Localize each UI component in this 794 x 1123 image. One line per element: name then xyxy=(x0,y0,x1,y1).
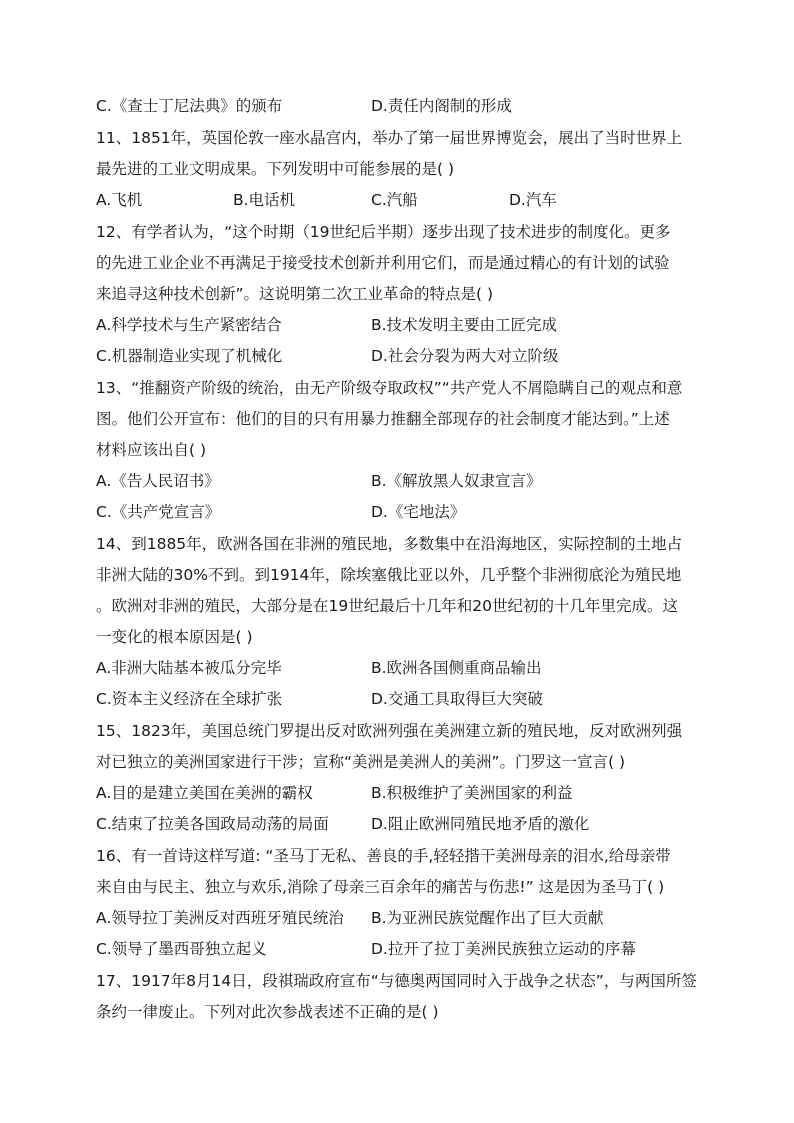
q16-option-a: A.领导拉丁美洲反对西班牙殖民统治 xyxy=(96,909,344,927)
q15-option-b: B.积极维护了美洲国家的利益 xyxy=(371,784,573,802)
q14-option-d: D.交通工具取得巨大突破 xyxy=(371,690,543,708)
q16-stem-line-1: 16、有一首诗这样写道: “圣马丁无私、善良的手,轻轻揩干美洲母亲的泪水,给母亲带 xyxy=(96,847,671,865)
q17-stem-line-2: 条约一律废止。下列对此次参战表述不正确的是( ) xyxy=(96,1003,439,1021)
q16-stem-line-2: 来自由与民主、独立与欢乐,消除了母亲三百余年的痛苦与伤悲!” 这是因为圣马丁( ) xyxy=(96,878,665,896)
q13-option-d: D.《宅地法》 xyxy=(371,503,466,521)
q13-option-a: A.《告人民诏书》 xyxy=(96,472,220,490)
q13-stem-line-2: 图。他们公开宣布：他们的目的只有用暴力推翻全部现存的社会制度才能达到。”上述 xyxy=(96,410,670,428)
q13-stem-line-3: 材料应该出自( ) xyxy=(96,441,207,459)
q14-stem-line-4: 一变化的根本原因是( ) xyxy=(96,628,253,646)
q14-option-b: B.欧洲各国侧重商品输出 xyxy=(371,659,542,677)
q11-option-b: B.电话机 xyxy=(233,191,296,209)
q16-option-d: D.拉开了拉丁美洲民族独立运动的序幕 xyxy=(371,940,636,958)
q11-stem-line-1: 11、1851年，英国伦敦一座水晶宫内，举办了第一届世界博览会，展出了当时世界上 xyxy=(96,129,683,147)
q14-stem-line-2: 非洲大陆的30%不到。到1914年，除埃塞俄比亚以外，几乎整个非洲彻底沦为殖民地 xyxy=(96,566,682,584)
q12-option-c: C.机器制造业实现了机械化 xyxy=(96,347,283,365)
q11-option-a: A.飞机 xyxy=(96,191,143,209)
q14-option-a: A.非洲大陆基本被瓜分完毕 xyxy=(96,659,282,677)
q11-option-d: D.汽车 xyxy=(509,191,557,209)
q15-option-d: D.阻止欧洲同殖民地矛盾的激化 xyxy=(371,815,590,833)
q10-option-d: D.责任内阁制的形成 xyxy=(371,97,512,115)
q14-option-c: C.资本主义经济在全球扩张 xyxy=(96,690,283,708)
q15-option-a: A.目的是建立美国在美洲的霸权 xyxy=(96,784,313,802)
q12-stem-line-1: 12、有学者认为，“这个时期（19世纪后半期）逐步出现了技术进步的制度化。更多 xyxy=(96,223,671,241)
q11-stem-line-2: 最先进的工业文明成果。下列发明中可能参展的是( ) xyxy=(96,160,455,178)
q14-stem-line-3: 。欧洲对非洲的殖民，大部分是在19世纪最后十几年和20世纪初的十几年里完成。这 xyxy=(96,597,678,615)
q15-option-c: C.结束了拉美各国政局动荡的局面 xyxy=(96,815,329,833)
q14-stem-line-1: 14、到1885年，欧洲各国在非洲的殖民地，多数集中在沿海地区，实际控制的土地占 xyxy=(96,535,683,553)
q17-stem-line-1: 17、1917年8月14日，段祺瑞政府宣布“与德奥两国同时入于战争之状态”，与两国所签 xyxy=(96,972,697,990)
q11-option-c: C.汽船 xyxy=(371,191,418,209)
q13-stem-line-1: 13、“推翻资产阶级的统治，由无产阶级夺取政权”“共产党人不屑隐瞒自己的观点和意 xyxy=(96,379,683,397)
q12-option-b: B.技术发明主要由工匠完成 xyxy=(371,316,558,334)
q13-option-c: C.《共产党宣言》 xyxy=(96,503,221,521)
q13-option-b: B.《解放黑人奴隶宣言》 xyxy=(371,472,542,490)
q12-option-d: D.社会分裂为两大对立阶级 xyxy=(371,347,559,365)
q15-stem-line-1: 15、1823年，美国总统门罗提出反对欧洲列强在美洲建立新的殖民地，反对欧洲列强 xyxy=(96,722,683,740)
q12-stem-line-2: 的先进工业企业不再满足于接受技术创新并利用它们，而是通过精心的有计划的试验 xyxy=(96,254,670,272)
q16-option-c: C.领导了墨西哥独立起义 xyxy=(96,940,267,958)
q12-option-a: A.科学技术与生产紧密结合 xyxy=(96,316,282,334)
q15-stem-line-2: 对已独立的美洲国家进行干涉；宣称“美洲是美洲人的美洲”。门罗这一宣言( ) xyxy=(96,753,626,771)
q12-stem-line-3: 来追寻这种技术创新”。这说明第二次工业革命的特点是( ) xyxy=(96,285,494,303)
q10-option-c: C.《查士丁尼法典》的颁布 xyxy=(96,97,283,115)
q16-option-b: B.为亚洲民族觉醒作出了巨大贡献 xyxy=(371,909,604,927)
